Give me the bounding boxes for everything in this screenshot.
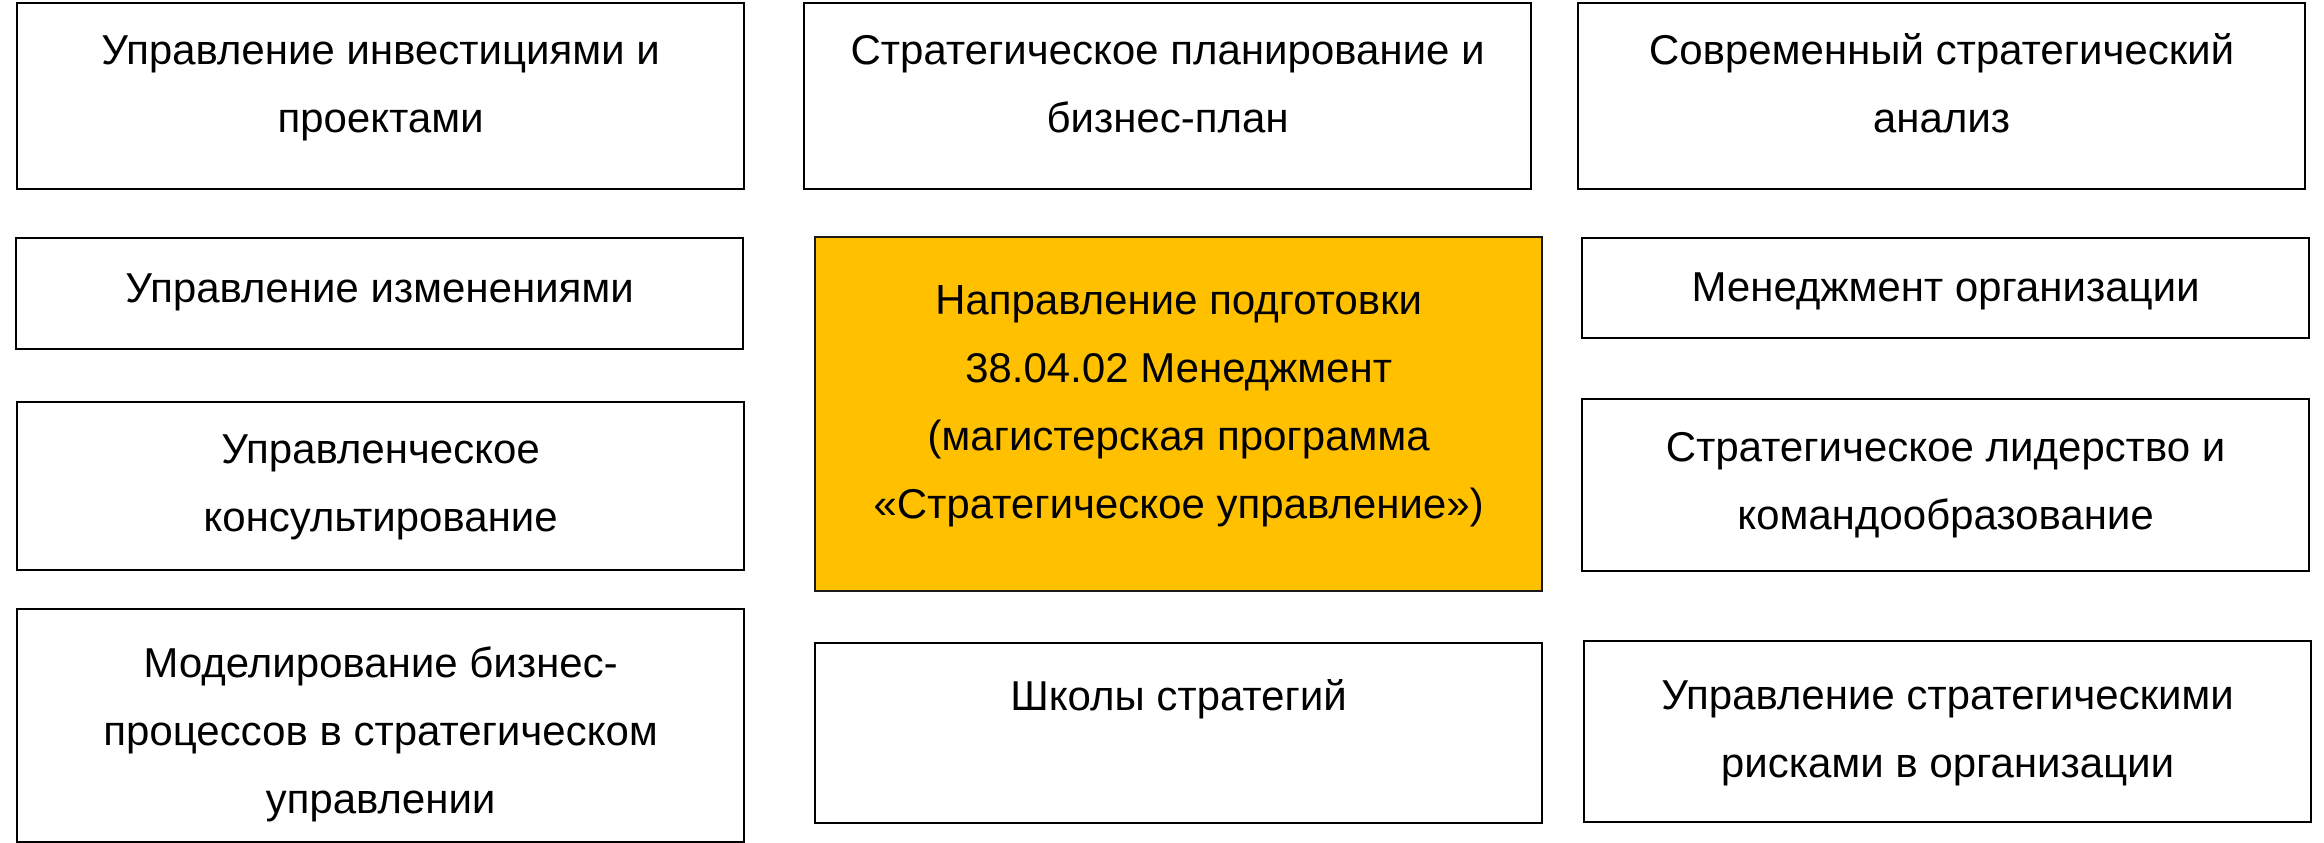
box-risk-management xyxy=(1583,640,2312,823)
box-modern-analysis xyxy=(1577,2,2306,190)
box-change-management xyxy=(15,237,744,350)
box-strategy-schools-label: Школы стратегий xyxy=(1010,672,1347,719)
box-investments xyxy=(16,2,745,190)
center-box-label: Направление подготовки 38.04.02 Менеджмент (магистерская программа «Стратегическое управление») xyxy=(873,276,1484,527)
box-strategic-planning xyxy=(803,2,1532,190)
box-leadership-label: Стратегическое лидерство и командообразование xyxy=(1665,423,2226,538)
box-strategic-planning-label: Стратегическое планирование и бизнес-план xyxy=(850,26,1485,141)
center-box-program xyxy=(814,236,1543,592)
box-leadership xyxy=(1581,398,2310,572)
box-investments-label: Управление инвестициями и проектами xyxy=(101,26,660,141)
box-process-modeling xyxy=(16,608,745,843)
box-org-management xyxy=(1581,237,2310,339)
box-consulting-label: Управленческое консультирование xyxy=(203,425,558,540)
box-risk-management-label: Управление стратегическими рисками в организации xyxy=(1661,671,2234,786)
box-change-management-label: Управление изменениями xyxy=(125,264,634,311)
box-strategy-schools xyxy=(814,642,1543,824)
box-consulting xyxy=(16,401,745,571)
box-process-modeling-label: Моделирование бизнес- процессов в стратегическом управлении xyxy=(103,639,658,822)
box-org-management-label: Менеджмент организации xyxy=(1691,263,2200,310)
box-modern-analysis-label: Современный стратегический анализ xyxy=(1648,26,2235,141)
